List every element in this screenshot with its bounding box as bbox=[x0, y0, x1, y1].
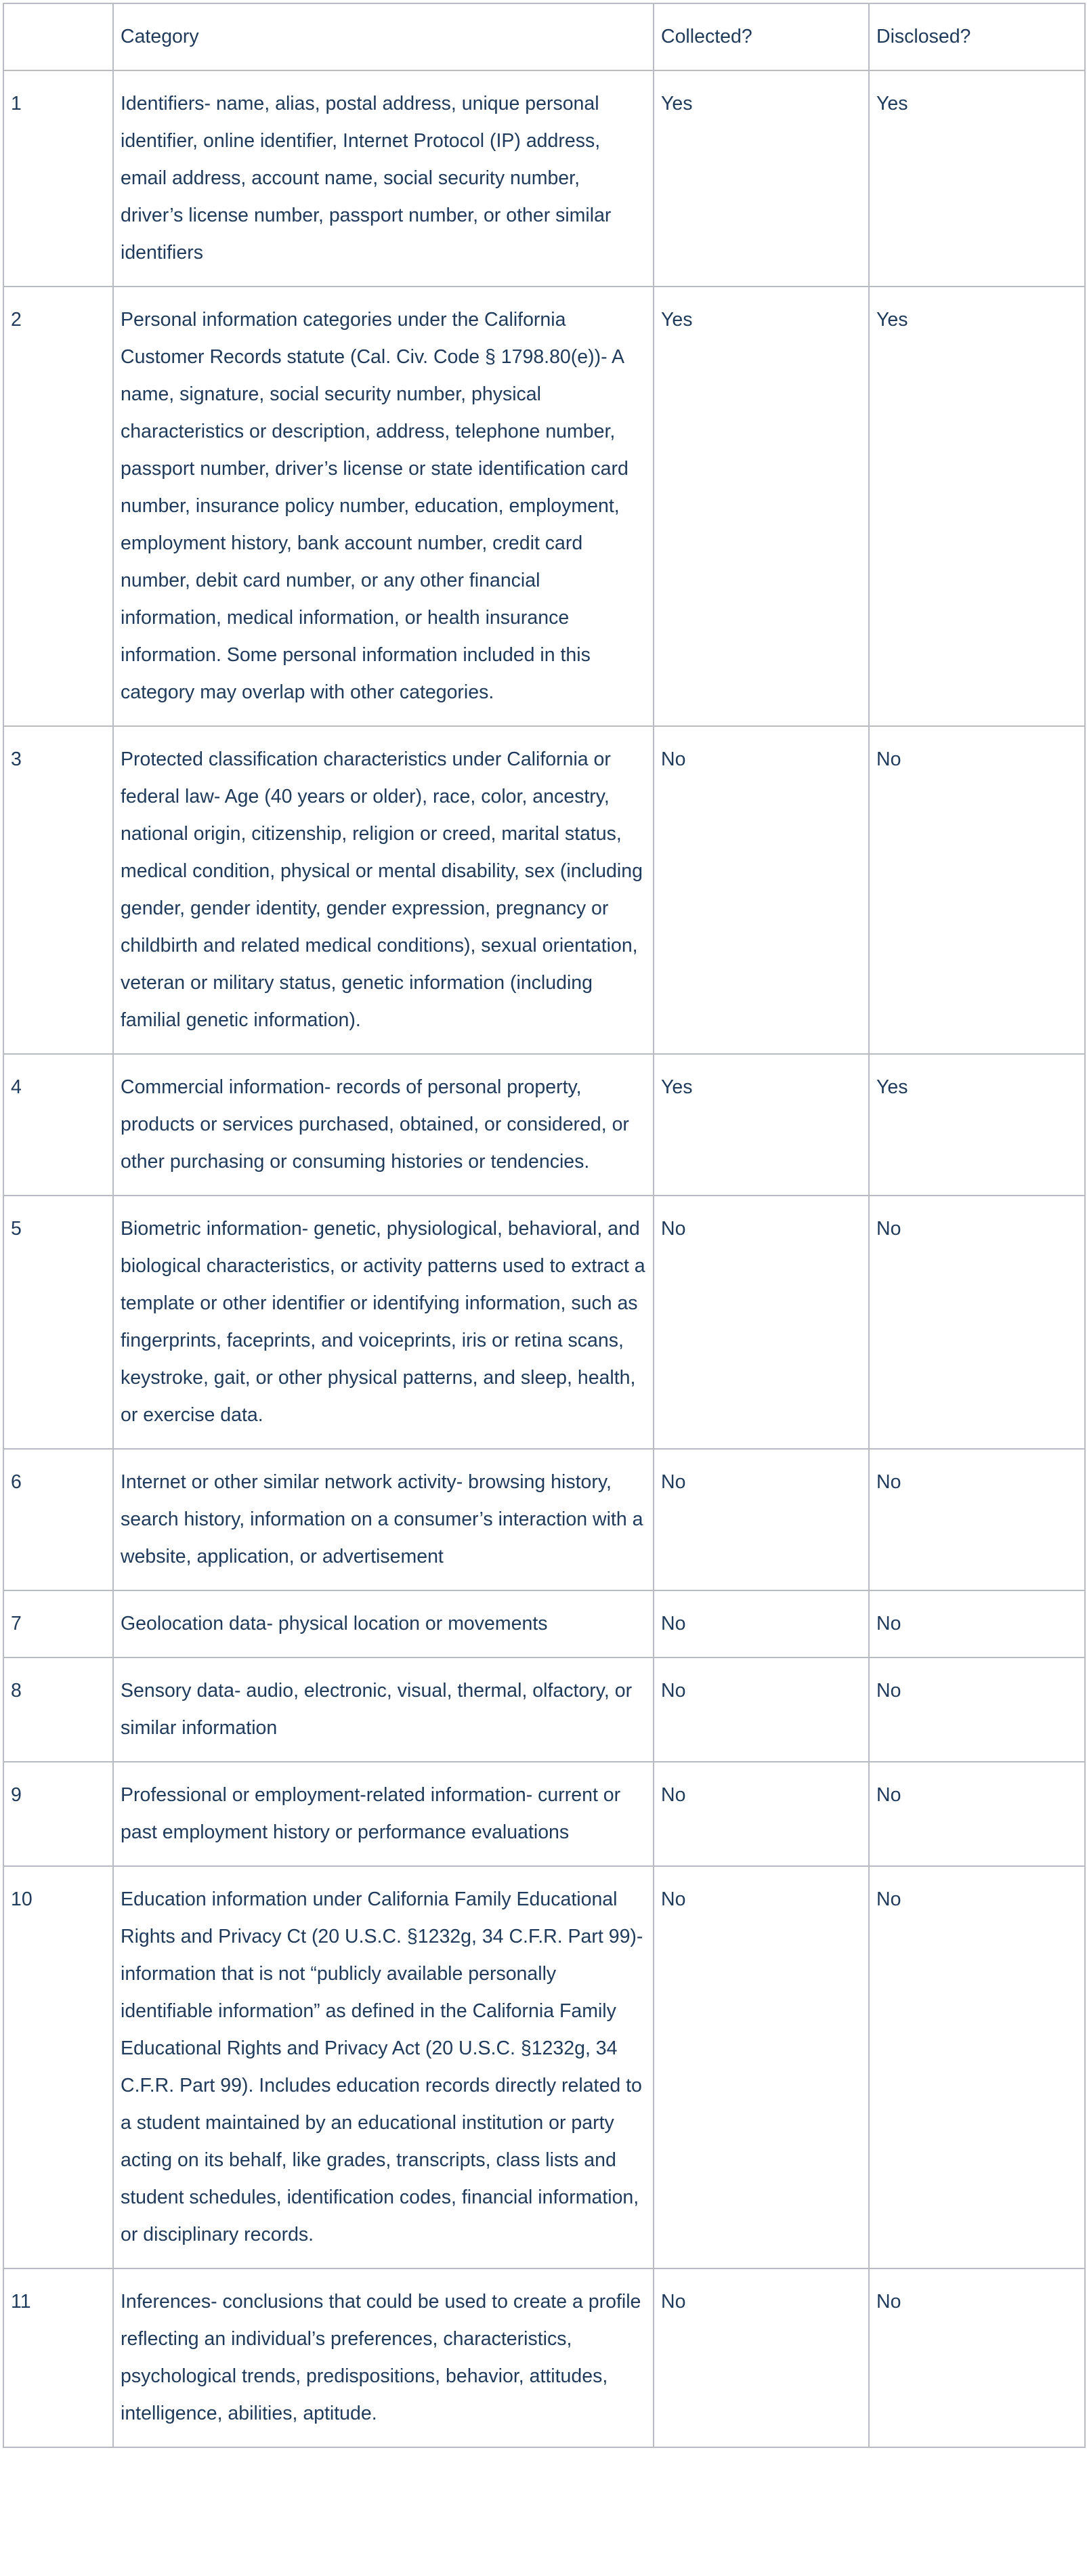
row-collected: No bbox=[654, 2268, 869, 2447]
row-disclosed: Yes bbox=[869, 1054, 1085, 1196]
table-row bbox=[3, 2268, 1085, 2447]
row-number: 8 bbox=[3, 1657, 113, 1762]
row-collected: No bbox=[654, 1449, 869, 1590]
table-row bbox=[3, 1866, 1085, 2268]
row-collected: No bbox=[654, 1762, 869, 1866]
row-disclosed: No bbox=[869, 1657, 1085, 1762]
row-disclosed: No bbox=[869, 1449, 1085, 1590]
row-disclosed: No bbox=[869, 726, 1085, 1054]
row-disclosed: No bbox=[869, 1590, 1085, 1657]
row-category: Identifiers- name, alias, postal address, unique personal identifier, online identifier, Internet Protocol (IP) address, email address, account name, social security number, driver’s license number, passport number, or other similar identifiers bbox=[113, 70, 654, 287]
row-collected: Yes bbox=[654, 287, 869, 726]
row-category: Sensory data- audio, electronic, visual, thermal, olfactory, or similar information bbox=[113, 1657, 654, 1762]
row-number: 1 bbox=[3, 70, 113, 287]
row-category: Education information under California Family Educational Rights and Privacy Ct (20 U.S.C. §1232g, 34 C.F.R. Part 99)- information that is not “publicly available personally identifiable information” as defined in the California Family Educational Rights and Privacy Act (20 U.S.C. §1232g, 34 C.F.R. Part 99). Includes education records directly related to a student maintained by an educational institution or party acting on its behalf, like grades, transcripts, class lists and student schedules, identification codes, financial information, or disciplinary records. bbox=[113, 1866, 654, 2268]
row-disclosed: No bbox=[869, 1196, 1085, 1449]
row-number: 3 bbox=[3, 726, 113, 1054]
row-number: 4 bbox=[3, 1054, 113, 1196]
table-row bbox=[3, 1657, 1085, 1762]
row-category: Biometric information- genetic, physiological, behavioral, and biological characteristics, or activity patterns used to extract a template or other identifier or identifying information, such as fingerprints, faceprints, and voiceprints, iris or retina scans, keystroke, gait, or other physical patterns, and sleep, health, or exercise data. bbox=[113, 1196, 654, 1449]
row-disclosed: No bbox=[869, 1866, 1085, 2268]
header-collected: Collected? bbox=[654, 3, 869, 70]
table-row bbox=[3, 1449, 1085, 1590]
row-category: Protected classification characteristics under California or federal law- Age (40 years or older), race, color, ancestry, national origin, citizenship, religion or creed, marital status, medical condition, physical or mental disability, sex (including gender, gender identity, gender expression, pregnancy or childbirth and related medical conditions), sexual orientation, veteran or military status, genetic information (including familial genetic information). bbox=[113, 726, 654, 1054]
row-number: 10 bbox=[3, 1866, 113, 2268]
header-number bbox=[3, 3, 113, 70]
row-category: Commercial information- records of personal property, products or services purchased, obtained, or considered, or other purchasing or consuming histories or tendencies. bbox=[113, 1054, 654, 1196]
row-number: 7 bbox=[3, 1590, 113, 1657]
table-header bbox=[3, 3, 1085, 70]
row-disclosed: Yes bbox=[869, 287, 1085, 726]
row-number: 2 bbox=[3, 287, 113, 726]
row-collected: No bbox=[654, 1590, 869, 1657]
row-disclosed: No bbox=[869, 2268, 1085, 2447]
table-row bbox=[3, 1762, 1085, 1866]
row-category: Personal information categories under the California Customer Records statute (Cal. Civ. Code § 1798.80(e))- A name, signature, social security number, physical characteristics or description, address, telephone number, passport number, driver’s license or state identification card number, insurance policy number, education, employment, employment history, bank account number, credit card number, debit card number, or any other financial information, medical information, or health insurance information. Some personal information included in this category may overlap with other categories. bbox=[113, 287, 654, 726]
row-category: Professional or employment-related information- current or past employment history or performance evaluations bbox=[113, 1762, 654, 1866]
table-row bbox=[3, 1590, 1085, 1657]
row-disclosed: Yes bbox=[869, 70, 1085, 287]
row-number: 9 bbox=[3, 1762, 113, 1866]
table-row bbox=[3, 1054, 1085, 1196]
row-category: Geolocation data- physical location or movements bbox=[113, 1590, 654, 1657]
row-disclosed: No bbox=[869, 1762, 1085, 1866]
row-category: Internet or other similar network activity- browsing history, search history, information on a consumer’s interaction with a website, application, or advertisement bbox=[113, 1449, 654, 1590]
row-collected: No bbox=[654, 1657, 869, 1762]
row-category: Inferences- conclusions that could be used to create a profile reflecting an individual’s preferences, characteristics, psychological trends, predispositions, behavior, attitudes, intelligence, abilities, aptitude. bbox=[113, 2268, 654, 2447]
row-collected: No bbox=[654, 1196, 869, 1449]
row-number: 11 bbox=[3, 2268, 113, 2447]
header-category: Category bbox=[113, 3, 654, 70]
header-row bbox=[3, 3, 1085, 70]
table-row bbox=[3, 287, 1085, 726]
row-collected: Yes bbox=[654, 1054, 869, 1196]
row-collected: No bbox=[654, 1866, 869, 2268]
row-collected: No bbox=[654, 726, 869, 1054]
row-number: 5 bbox=[3, 1196, 113, 1449]
table-row bbox=[3, 70, 1085, 287]
row-number: 6 bbox=[3, 1449, 113, 1590]
table-body bbox=[3, 70, 1085, 2447]
ccpa-categories-table bbox=[3, 3, 1086, 2448]
table-row bbox=[3, 726, 1085, 1054]
table-row bbox=[3, 1196, 1085, 1449]
row-collected: Yes bbox=[654, 70, 869, 287]
header-disclosed: Disclosed? bbox=[869, 3, 1085, 70]
